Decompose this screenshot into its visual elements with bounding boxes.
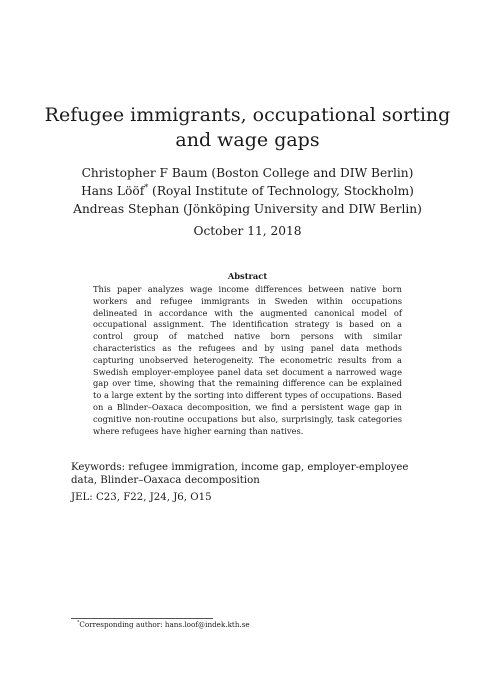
abstract-text: This paper analyzes wage income differences between native born workers and refugee immigrants in Sweden within occupations delineated in accordance with the augmented canonical model of occupational assignment. The identification strategy is based on a control group of matched native born persons with similar characteristics as the refugees and by using panel data methods capturing unobserved heterogeneity. The econometric results from a Swedish employer-employee panel data set document a narrowed wage gap over time, showing that the remaining difference can be explained to a large extent by the sorting into different types of occupations. Based on a Blinder–Oaxaca decomposition, we find a persistent wage gap in cognitive non-routine occupations but also, surprisingly, task categories where refugees have higher earning than natives. [93,284,402,436]
keywords: Keywords: refugee immigration, income gap, employer-employee data, Blinder–Oaxaca decomposition [71,462,409,487]
author-affiliation: (Boston College and DIW Berlin) [207,166,414,180]
abstract-heading: Abstract [227,271,268,281]
author-name: Christopher F Baum [81,166,208,180]
publication-date: October 11, 2018 [193,224,302,238]
author-footnote-mark: * [144,182,149,192]
author-line [40,182,455,200]
footnote-text: Corresponding author: hans.loof@indek.kth.se [79,620,250,629]
footnote-divider [71,618,213,619]
author-list [40,164,455,218]
author-line [40,200,455,218]
paper-title: Refugee immigrants, occupational sorting and wage gaps [44,104,451,151]
author-name: Hans Lööf [81,184,145,198]
author-name: Andreas Stephan [73,202,180,216]
author-affiliation: (Royal Institute of Technology, Stockholm) [148,184,414,198]
author-affiliation: (Jönköping University and DIW Berlin) [179,202,422,216]
footnote-mark: * [77,620,80,626]
author-line [40,164,455,182]
jel-codes: JEL: C23, F22, J24, J6, O15 [71,492,212,503]
footnote [77,620,250,630]
